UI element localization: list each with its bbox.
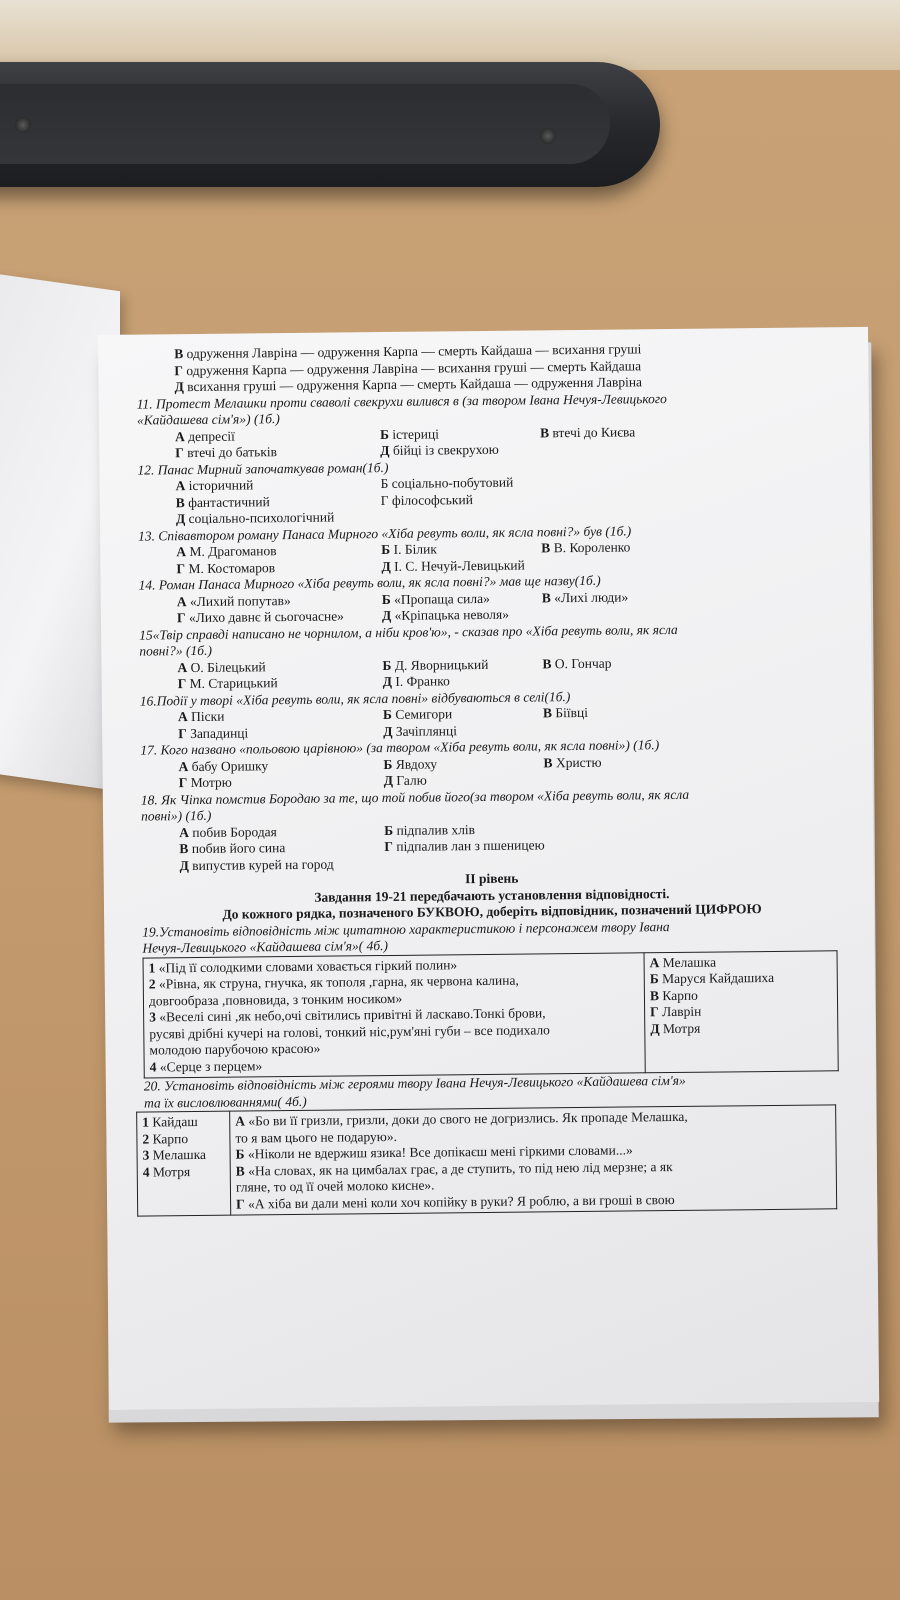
option-text: Г філософський	[380, 491, 473, 508]
option	[384, 821, 544, 839]
option-letter: Б	[381, 591, 391, 607]
item-number: 4	[149, 1058, 157, 1074]
character-name: Мотря	[152, 1163, 191, 1179]
question-text: 19.Установіть відповідність між цитатною характеристикою і персонажем твору Івана	[142, 918, 670, 940]
statement-text: гляне, то од її очей молоко кисне».	[235, 1177, 435, 1195]
option	[382, 606, 542, 624]
question-text: Нечуя-Левицького «Кайдашева сім'я»( 4б.)	[142, 937, 389, 956]
option	[176, 509, 381, 528]
option-letter: Д	[383, 772, 394, 789]
option	[384, 837, 544, 855]
option	[381, 540, 541, 558]
character	[650, 1019, 832, 1037]
option-text: Семигори	[395, 706, 453, 722]
question-text: повні») (1б.)	[140, 807, 212, 824]
option-letter: Г	[650, 1004, 659, 1020]
option-text: В. Короленко	[553, 539, 631, 556]
option-letter: Б	[382, 657, 392, 673]
character-name: Лаврін	[662, 1003, 702, 1020]
option-text: Д. Яворницький	[394, 656, 489, 673]
statements-cell	[230, 1105, 837, 1215]
option-letter: В	[175, 494, 185, 510]
option	[541, 539, 630, 556]
question-text: 16.Події у творі «Хіба ревуть воли, як ясла повні» відбуваються в селі(1б.)	[139, 688, 571, 709]
question-text: повні?» (1б.)	[139, 642, 212, 659]
option	[380, 425, 540, 443]
option	[178, 674, 383, 693]
option-letter: Г	[176, 560, 186, 576]
desk-wall	[0, 0, 900, 70]
option-text: М. Костомаров	[188, 559, 276, 576]
option-letter: А	[178, 758, 189, 774]
option-letter: А	[176, 544, 187, 560]
quote-text: молодою парубочою красою»	[149, 1040, 321, 1058]
option-letter: Б	[381, 541, 391, 558]
option-text: Галю	[396, 772, 427, 788]
option-letter: В	[235, 1163, 245, 1179]
option-text: істериці	[392, 425, 440, 442]
statement-text: то я вам цього не подарую».	[235, 1128, 398, 1146]
characters-cell	[137, 1111, 231, 1216]
item-number: 3	[142, 1147, 150, 1163]
screw-icon	[15, 117, 31, 133]
option-letter: Г	[178, 775, 188, 791]
option-text: побив його сина	[191, 840, 286, 857]
question-text: 15«Твір справді написано не чорнилом, а ніби кров'ю», - сказав про «Хіба ревуть воли, як ясла	[139, 621, 678, 643]
option-text: втечі до Києва	[552, 423, 636, 440]
question-text: 11. Протест Мелашки проти сваволі свекрухи вилився в (за твором Івана Нечуя-Левицького	[136, 390, 667, 412]
quote-text: «Серце з перцем»	[159, 1057, 263, 1074]
question-text: 14. Роман Панаса Мирного «Хіба ревуть воли, як ясла повні?» мав ще назву(1б.)	[138, 572, 601, 593]
level-title: ІІ рівень	[464, 870, 519, 887]
option-letter: Б	[649, 971, 659, 987]
option	[382, 656, 542, 674]
option-letter: В	[542, 705, 553, 721]
option-letter: Д	[174, 379, 184, 395]
option-letter: А	[175, 478, 186, 494]
question-text: 13. Співавтором роману Панаса Мирного «Хіба ревуть воли, як ясла повні?» був (1б.)	[138, 522, 632, 544]
option-text: Біївці	[555, 704, 589, 721]
option	[383, 755, 543, 773]
option-text: «Лихі люди»	[554, 588, 629, 605]
option	[543, 705, 588, 722]
option-letter: Г	[384, 838, 394, 855]
option-text: «Кріпацька неволя»	[394, 606, 510, 623]
option-text: всихання груші — одруження Карпа — смерть Кайдаша — одруження Лавріна	[187, 374, 643, 395]
character-name: Карпо	[152, 1130, 189, 1146]
statement-text: «Ніколи не вдержиш язика! Все допікаєш мені гіркими словами...»	[247, 1142, 633, 1162]
option-letter: А	[174, 428, 185, 444]
option-text: втечі до батьків	[187, 444, 278, 461]
question-text: 20. Установіть відповідність між героями твору Івана Нечуя-Левицького «Кайдашева сім'я»	[143, 1072, 686, 1094]
option	[383, 705, 543, 723]
screw-icon	[540, 128, 556, 144]
character	[143, 1147, 225, 1164]
option-text: Христю	[555, 754, 602, 770]
quote-text: русяві дрібні кучері на голові, тонкий ніс,рум'яні губи – все подихало	[149, 1021, 550, 1042]
option	[179, 773, 384, 792]
option	[542, 589, 629, 606]
character-name: Мотря	[662, 1020, 701, 1036]
quote-text: «Рівна, як струна, гнучка, як тополя ,гарна, як червона калина,	[158, 972, 519, 992]
question-text: 12. Панас Мирний започаткував роман(1б.)	[137, 459, 389, 478]
option	[540, 424, 635, 441]
option-text: І. Білик	[393, 541, 437, 557]
option-letter: Б	[382, 706, 393, 723]
option	[384, 771, 544, 789]
quote-text: «Під її солодкими словами ховається гіркий полин»	[158, 956, 458, 975]
option-letter: А	[179, 824, 190, 840]
option	[381, 557, 541, 575]
option-text: підпалив лан з пшеницею	[396, 837, 545, 854]
quote-text: довгообраза ,повновида, з тонким носиком»	[148, 990, 403, 1009]
option	[382, 590, 542, 608]
characters-cell	[644, 950, 838, 1073]
rail-groove	[0, 84, 610, 164]
option-letter: В	[649, 987, 660, 1003]
option	[381, 491, 541, 509]
option-letter: Г	[178, 725, 187, 741]
option-letter: Д	[179, 857, 189, 873]
option-text: соціально-психологічний	[188, 509, 335, 527]
statement-text: «На словах, як на цимбалах грає, а де ступить, то під нею лід мерзне; а як	[248, 1158, 673, 1178]
character	[650, 986, 832, 1004]
option-letter: Б	[383, 756, 393, 772]
option-letter: Д	[382, 673, 393, 690]
option	[383, 672, 543, 690]
character-name: Карпо	[662, 987, 698, 1003]
question-text: 18. Як Чіпка помстив Бородаю за те, що той побив його(за твором «Хіба ревуть воли, як ясла	[140, 786, 690, 808]
option-letter: Г	[177, 676, 187, 692]
option-text: фантастичний	[188, 493, 270, 510]
option-letter: Д	[381, 607, 392, 624]
option-text: М. Драгоманов	[189, 543, 277, 560]
option-text: одруження Лавріна — одруження Карпа — смерть Кайдаша — всихання груші	[186, 341, 642, 362]
desk-rail	[0, 62, 660, 187]
instruction: Завдання 19-21 передбачають установлення відповідності.	[314, 885, 670, 905]
question-text: та їх висловлюваннями( 4б.)	[143, 1093, 307, 1111]
option	[179, 856, 384, 875]
option	[383, 722, 543, 740]
option-letter: Г	[236, 1196, 245, 1212]
option-letter: В	[179, 841, 189, 857]
matching-table-19	[143, 950, 839, 1079]
option-text: бабу Оришку	[191, 757, 269, 774]
option-text: І. Франко	[395, 673, 450, 689]
statement-text: «А хіба ви дали мені коли хоч копійку в руки? Я роблю, а ви гроші в свою	[247, 1191, 675, 1211]
option-letter: В	[541, 540, 551, 556]
option-text: І. С. Нечуй-Левицький	[394, 557, 525, 574]
option-text: одруження Карпа — одруження Лавріна — всихання груші — смерть Кайдаша	[186, 357, 642, 378]
option-letter: Б	[235, 1146, 245, 1162]
option-letter: Д	[381, 558, 391, 574]
statement-text: «Бо ви її гризли, гризли, доки до свого не догризлись. Як пропаде Мелашка,	[248, 1108, 688, 1129]
question-text: 17. Кого названо «польовою царівною» (за твором «Хіба ревуть воли, як ясла повні») (1б.)	[140, 737, 660, 758]
matching-table-20	[136, 1104, 837, 1216]
option-text: випустив курей на город	[192, 856, 334, 873]
option-letter: В	[174, 346, 184, 362]
character	[142, 1114, 224, 1131]
item-number: 2	[142, 1131, 150, 1147]
option-letter: А	[177, 709, 188, 725]
option-letter: Д	[383, 723, 393, 739]
option-text: Б соціально-побутовий	[380, 474, 514, 492]
option-letter: В	[542, 655, 552, 671]
option-letter: Г	[175, 445, 184, 461]
option-letter: В	[543, 754, 553, 770]
character-name: Мелашка	[662, 954, 717, 970]
exam-content	[136, 339, 845, 1216]
character-name: Маруся Кайдашиха	[662, 969, 775, 987]
option-letter: В	[541, 589, 551, 605]
option-text: Мотрю	[190, 774, 232, 791]
option-letter: В	[539, 424, 550, 440]
option	[542, 655, 611, 672]
option-letter: Д	[380, 442, 390, 459]
character-name: Мелашка	[152, 1146, 207, 1163]
quotes-cell	[143, 952, 645, 1078]
instruction: До кожного рядка, позначеного БУКВОЮ, доберіть відповідник, позначений ЦИФРОЮ	[222, 901, 762, 922]
quote-text: «Веселі сині ,як небо,очі світились привітні й ласкаво.Тонкі брови,	[159, 1005, 546, 1025]
option-text: «Лихий попутав»	[189, 592, 291, 609]
option-text: О. Білецький	[190, 658, 266, 675]
option	[177, 608, 382, 627]
option-text: депресії	[188, 428, 235, 444]
option-letter: Б	[384, 822, 394, 838]
item-number: 3	[149, 1009, 156, 1025]
option-text: побив Бородая	[192, 823, 277, 840]
question-text: «Кайдашева сім'я») (1б.)	[136, 411, 280, 428]
character	[650, 953, 832, 971]
option	[380, 474, 540, 492]
option-text: М. Старицький	[189, 675, 278, 692]
option	[380, 441, 540, 459]
option-letter: А	[176, 593, 187, 609]
exam-sheet	[98, 327, 879, 1410]
character-name: Кайдаш	[152, 1113, 198, 1130]
character	[650, 969, 832, 987]
option-letter: А	[235, 1113, 246, 1129]
option-letter: Д	[175, 511, 186, 527]
option-letter: Д	[650, 1020, 660, 1036]
option-letter: Б	[379, 426, 390, 442]
option-text: історичний	[188, 477, 254, 494]
option-text: підпалив хлів	[396, 821, 476, 838]
item-number: 4	[142, 1164, 150, 1180]
option-text: «Пропаща сила»	[394, 590, 490, 607]
option-text: бійці із свекрухою	[392, 441, 499, 458]
option	[175, 443, 380, 462]
character	[143, 1163, 225, 1180]
item-number: 1	[142, 1114, 150, 1130]
character	[142, 1130, 224, 1147]
option-letter: А	[649, 954, 660, 970]
option-text: О. Гончар	[554, 655, 612, 671]
option-text: Зачіплянці	[395, 722, 458, 739]
item-number: 2	[148, 976, 156, 992]
option-text: Піски	[191, 708, 225, 725]
option-text: Западинці	[190, 724, 249, 741]
option-letter: Г	[174, 362, 184, 378]
option-text: «Лихо давнє й сьогочасне»	[188, 608, 344, 626]
character	[650, 1002, 832, 1020]
item-number: 1	[148, 959, 156, 976]
option-letter: А	[177, 659, 188, 675]
option-text: Явдоху	[395, 755, 438, 772]
option-letter: Г	[176, 610, 186, 626]
option	[543, 754, 601, 771]
